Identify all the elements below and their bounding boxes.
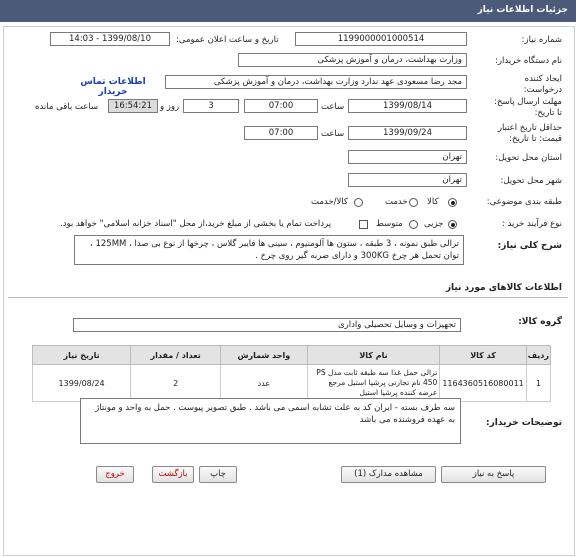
reply-until-label: تا تاریخ: (534, 108, 562, 118)
reply-hour-label: ساعت (321, 102, 345, 112)
goods-group-label: گروه کالا: (518, 317, 562, 327)
category-service-radio[interactable] (409, 198, 418, 207)
reply-button[interactable]: پاسخ به نیاز (441, 466, 546, 483)
window-titlebar (0, 0, 576, 22)
days-field: 3 (183, 99, 239, 113)
goods-table (32, 345, 551, 402)
cell-code: 1164360516080011 (440, 365, 526, 402)
category-goods-label: کالا (427, 197, 439, 207)
contact-info-link[interactable]: اطلاعات تماس خریدار (80, 77, 146, 97)
announce-field: 1399/08/10 - 14:03 (50, 32, 170, 46)
category-both-label: کالا/خدمت (311, 197, 348, 207)
validity-date-field: 1399/09/24 (348, 126, 467, 140)
col-date: تاریخ نیاز (33, 346, 131, 365)
col-qty: تعداد / مقدار (131, 346, 221, 365)
col-row: ردیف (526, 346, 550, 365)
treasury-checkbox[interactable] (359, 220, 368, 229)
reply-time-field: 07:00 (244, 99, 318, 113)
goods-divider (8, 297, 568, 298)
province-label: استان محل تحویل: (495, 153, 562, 163)
table-row (33, 365, 551, 402)
window-title: جزئیات اطلاعات نیاز (477, 5, 568, 15)
notes-label: توضیحات خریدار: (486, 418, 562, 428)
category-label: طبقه بندی موضوعی: (486, 197, 562, 207)
process-minor-label: جزیی (424, 219, 444, 229)
cell-row: 1 (526, 365, 550, 402)
description-field: ترالی طبق نمونه ، 3 طبقه ، ستون ها آلومنیوم ، سینی ها فایبر گلاس ، چرخها از نوع بی صدا ، 125MM ، توان تحمل هر چرخ 300KG و دارای ضربه گیر روی چرخ . (74, 235, 464, 265)
buyer-label: نام دستگاه خریدار: (495, 56, 562, 66)
category-service-label: خدمت (385, 197, 408, 207)
view-documents-button[interactable]: مشاهده مدارک (1) (341, 466, 436, 483)
validity-label-1: حداقل تاریخ اعتبار (497, 123, 562, 133)
need-number-label: شماره نیاز: (521, 35, 562, 45)
city-field: تهران (348, 173, 467, 187)
validity-label-2: قیمت: تا تاریخ: (509, 134, 562, 144)
cell-name: ترالی حمل غذا سه طبقه ثابت مدل PS 450 نام تجارتی پرشیا استیل مرجع عرضه کننده پرشیا استیل (307, 365, 440, 402)
creator-field: مجد رضا مسعودی عهد ندارد وزارت بهداشت، درمان و آموزش پزشکی (165, 75, 467, 89)
buyer-field: وزارت بهداشت، درمان و آموزش پزشکی (238, 53, 467, 67)
process-medium-radio[interactable] (409, 220, 418, 229)
col-name: نام کالا (307, 346, 440, 365)
announce-label: تاریخ و ساعت اعلان عمومی: (176, 35, 279, 45)
col-code: کد کالا (440, 346, 526, 365)
city-label: شهر محل تحویل: (500, 176, 562, 186)
goods-table-header (33, 346, 551, 365)
process-label: نوع فرآیند خرید : (501, 219, 562, 229)
process-minor-radio[interactable] (448, 220, 457, 229)
category-goods-radio[interactable] (448, 198, 457, 207)
print-button[interactable]: چاپ (199, 466, 237, 483)
goods-group-field: تجهیزات و وسایل تحصیلی واداری (73, 318, 461, 332)
creator-label-2: درخواست: (523, 85, 562, 95)
cell-date: 1399/08/24 (33, 365, 131, 402)
reply-deadline-label: مهلت ارسال پاسخ: (494, 97, 562, 107)
exit-button[interactable]: خروج (96, 466, 134, 483)
province-field: تهران (348, 150, 467, 164)
back-button[interactable]: بازگشت (152, 466, 194, 483)
cell-unit: عدد (221, 365, 308, 402)
validity-hour-label: ساعت (321, 129, 345, 139)
creator-label-1: ایجاد کننده (524, 74, 562, 84)
treasury-note: پرداخت تمام یا بخشی از مبلغ خرید،از محل "اسناد خزانه اسلامی" خواهد بود. (60, 219, 332, 229)
reply-date-field: 1399/08/14 (348, 99, 467, 113)
process-medium-label: متوسط (376, 219, 403, 229)
notes-field: سه طرف بسته - ایران کد به علت تشابه اسمی می باشد . طبق تصویر پیوست . حمل به واحد و مونتاژ به عهده فروشنده می باشد (80, 398, 461, 444)
need-number-field: 1199000001000514 (295, 32, 467, 46)
category-both-radio[interactable] (354, 198, 363, 207)
col-unit: واحد شمارش (221, 346, 308, 365)
description-label: شرح کلی نیاز: (497, 241, 562, 251)
remaining-label: ساعت باقی مانده (35, 102, 99, 112)
validity-time-field: 07:00 (244, 126, 318, 140)
goods-section-title: اطلاعات کالاهای مورد نیاز (445, 283, 562, 293)
cell-qty: 2 (131, 365, 221, 402)
days-label: روز و (160, 102, 180, 112)
remaining-time-field: 16:54:21 (108, 99, 158, 113)
